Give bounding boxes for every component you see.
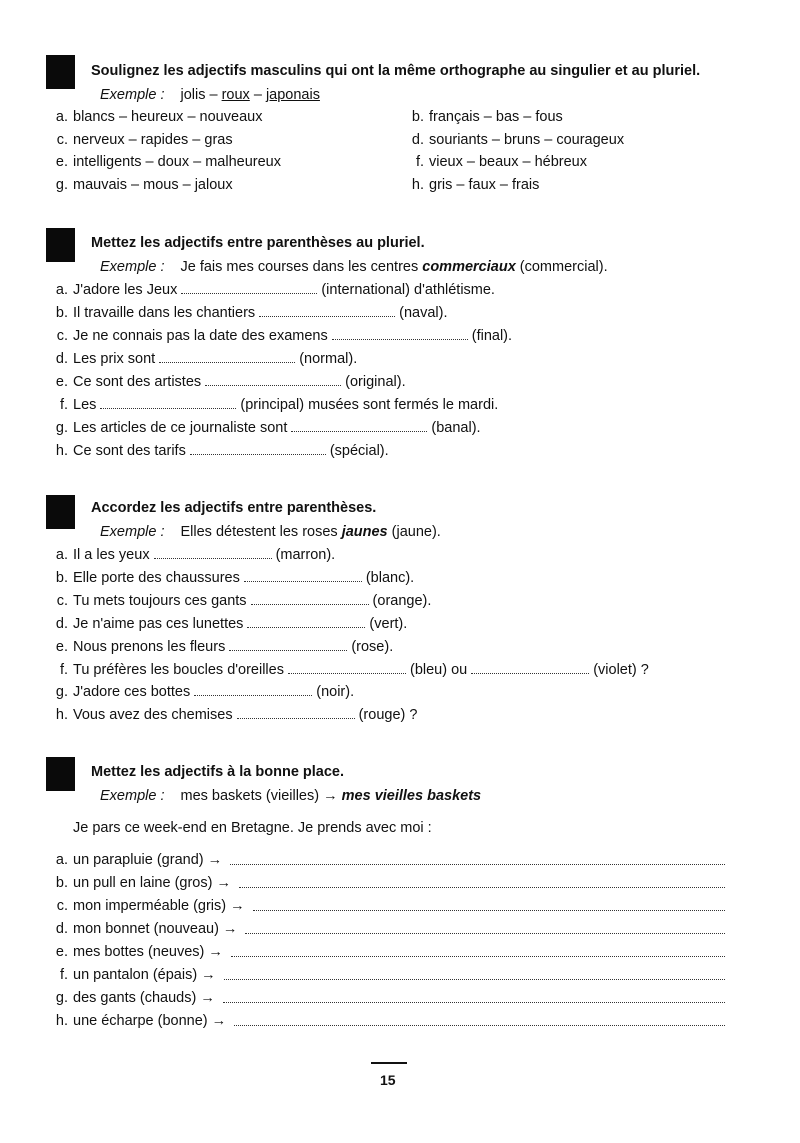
item-text: mon bonnet (nouveau) →: [73, 921, 238, 937]
item-label: h.: [55, 707, 68, 724]
answer-blank[interactable]: [190, 444, 326, 455]
list-item: [48, 944, 223, 960]
exercise-marker-4: [46, 757, 75, 791]
item-text: mon imperméable (gris) →: [73, 898, 245, 914]
answer-line[interactable]: [245, 932, 725, 934]
exercise-4-heading: Mettez les adjectifs à la bonne place.: [91, 764, 345, 780]
item-text: un parapluie (grand) →: [73, 852, 223, 868]
item-text: mes bottes (neuves) →: [73, 944, 223, 960]
example-label: Exemple :: [100, 259, 165, 275]
example-label: Exemple :: [100, 87, 165, 103]
item-text[interactable]: nerveux – rapides – gras: [73, 132, 233, 148]
item-text: J'adore les Jeux: [73, 282, 178, 298]
exercise-3-heading: Accordez les adjectifs entre parenthèses.: [91, 500, 377, 516]
list-item: [48, 305, 448, 321]
item-label: b.: [55, 875, 68, 891]
item-label: a.: [55, 109, 68, 125]
item-label: e.: [55, 638, 68, 655]
item-text: Les articles de ce journaliste sont: [73, 420, 288, 436]
item-text: Ce sont des artistes: [73, 374, 202, 390]
list-item: [48, 707, 417, 723]
list-item[interactable]: [404, 132, 624, 148]
item-text: (normal).: [299, 351, 358, 367]
item-text[interactable]: mauvais – mous – jaloux: [73, 177, 233, 193]
answer-blank[interactable]: [332, 329, 468, 340]
list-item: [48, 921, 237, 937]
list-item: [48, 684, 354, 700]
item-label: g.: [55, 420, 68, 436]
item-label: d.: [55, 921, 68, 937]
example-label: Exemple :: [100, 524, 165, 540]
example-text: jolis –: [180, 87, 222, 103]
list-item: [48, 351, 357, 367]
item-text: Nous prenons les fleurs: [73, 638, 226, 655]
item-text[interactable]: vieux – beaux – hébreux: [429, 154, 587, 170]
list-item: [48, 662, 649, 678]
item-text: J'adore ces bottes: [73, 684, 191, 701]
list-item: [48, 328, 512, 344]
page-number-rule: [371, 1062, 407, 1064]
item-label: b.: [411, 109, 424, 125]
item-label: f.: [59, 397, 68, 413]
exercise-1-heading: Soulignez les adjectifs masculins qui ont la même orthographe au singulier et au pluriel.: [91, 63, 701, 79]
item-text: Il a les yeux: [73, 547, 150, 563]
item-text: (banal).: [431, 420, 481, 436]
answer-blank[interactable]: [159, 352, 295, 363]
item-text: des gants (chauds) →: [73, 990, 215, 1006]
item-label: c.: [56, 592, 68, 609]
list-item[interactable]: [48, 154, 281, 170]
list-item: [48, 875, 231, 891]
answer-blank[interactable]: [229, 640, 347, 651]
example-underlined: roux: [221, 87, 250, 103]
list-item: [48, 1013, 226, 1029]
answer-blank[interactable]: [237, 708, 355, 719]
answer-line[interactable]: [231, 955, 725, 957]
item-label: d.: [411, 132, 424, 148]
item-text: Les: [73, 397, 97, 413]
item-label: e.: [55, 944, 68, 960]
item-label: d.: [55, 351, 68, 367]
list-item: [48, 570, 414, 586]
example-answer: commerciaux: [422, 259, 516, 275]
example-text: (commercial).: [515, 259, 608, 275]
exercise-3-example: [100, 524, 441, 540]
item-text: (orange).: [372, 592, 432, 609]
example-answer: jaunes: [341, 524, 388, 540]
example-text: Elles détestent les roses: [180, 524, 342, 540]
item-text: un pull en laine (gros) →: [73, 875, 231, 891]
item-text: (marron).: [275, 547, 336, 563]
example-label: Exemple :: [100, 788, 165, 804]
item-label: a.: [55, 852, 68, 868]
item-text: Tu préfères les boucles d'oreilles: [73, 661, 284, 678]
item-label: g.: [55, 990, 68, 1006]
item-label: f.: [59, 967, 68, 983]
item-label: e.: [55, 154, 68, 170]
item-label: b.: [55, 305, 68, 321]
item-text: Je ne connais pas la date des examens: [73, 328, 328, 344]
answer-blank[interactable]: [181, 283, 317, 294]
item-text[interactable]: français – bas – fous: [429, 109, 563, 125]
answer-line[interactable]: [223, 1001, 725, 1003]
item-text: Je n'aime pas ces lunettes: [73, 615, 244, 632]
example-text: (jaune).: [387, 524, 441, 540]
exercise-marker-1: [46, 55, 75, 89]
list-item: [48, 547, 335, 563]
item-text: (international) d'athlétisme.: [321, 282, 495, 298]
item-text: Tu mets toujours ces gants: [73, 592, 247, 609]
answer-blank[interactable]: [154, 548, 272, 559]
answer-line[interactable]: [234, 1024, 725, 1026]
list-item: [48, 967, 216, 983]
answer-line[interactable]: [253, 909, 725, 911]
item-text: Les prix sont: [73, 351, 156, 367]
list-item: [48, 593, 431, 609]
answer-blank[interactable]: [288, 663, 406, 674]
exercise-1-example: [100, 87, 320, 103]
list-item: [48, 990, 215, 1006]
list-item[interactable]: [404, 177, 539, 193]
example-text: mes baskets (vieilles) →: [180, 788, 342, 804]
item-label: c.: [56, 132, 68, 148]
item-text[interactable]: blancs – heureux – nouveaux: [73, 109, 263, 125]
exercise-4-example: [100, 788, 481, 804]
answer-blank[interactable]: [291, 421, 427, 432]
item-label: c.: [56, 898, 68, 914]
example-text: Je fais mes courses dans les centres: [180, 259, 423, 275]
list-item: [48, 852, 222, 868]
answer-line[interactable]: [230, 863, 725, 865]
answer-blank[interactable]: [244, 571, 362, 582]
item-text: (original).: [345, 374, 406, 390]
exercise-marker-3: [46, 495, 75, 529]
item-text: (bleu) ou: [409, 661, 468, 678]
list-item[interactable]: [404, 154, 587, 170]
item-label: c.: [56, 328, 68, 344]
list-item: [48, 616, 407, 632]
item-label: g.: [55, 684, 68, 701]
item-text: (final).: [471, 328, 513, 344]
item-text: (spécial).: [329, 443, 389, 459]
item-label: f.: [415, 154, 424, 170]
answer-blank[interactable]: [251, 594, 369, 605]
list-item: [48, 443, 389, 459]
item-text: (violet) ?: [593, 661, 649, 678]
answer-line[interactable]: [224, 978, 725, 980]
item-label: a.: [55, 282, 68, 298]
page-number: 15: [380, 1072, 396, 1088]
list-item: [48, 898, 245, 914]
answer-blank[interactable]: [471, 663, 589, 674]
answer-line[interactable]: [239, 886, 725, 888]
example-sep: –: [249, 87, 266, 103]
list-item: [48, 397, 498, 413]
example-underlined: japonais: [265, 87, 320, 103]
list-item[interactable]: [404, 109, 563, 125]
list-item: [48, 282, 495, 298]
item-label: h.: [55, 443, 68, 459]
list-item: [48, 374, 406, 390]
item-label: h.: [55, 1013, 68, 1029]
answer-blank[interactable]: [194, 685, 312, 696]
item-text: (naval).: [399, 305, 448, 321]
item-text: Vous avez des chemises: [73, 707, 233, 724]
list-item: [48, 639, 393, 655]
list-item[interactable]: [48, 177, 233, 193]
exercise-2-example: [100, 259, 608, 275]
exercise-2-heading: Mettez les adjectifs entre parenthèses au pluriel.: [91, 235, 425, 251]
item-text: Il travaille dans les chantiers: [73, 305, 256, 321]
item-label: d.: [55, 615, 68, 632]
list-item[interactable]: [48, 109, 262, 125]
item-text[interactable]: intelligents – doux – malheureux: [73, 154, 281, 170]
example-answer: mes vieilles baskets: [341, 788, 482, 804]
item-label: f.: [59, 661, 68, 678]
item-label: e.: [55, 374, 68, 390]
item-label: a.: [55, 547, 68, 563]
item-text: (blanc).: [365, 569, 415, 586]
item-text[interactable]: gris – faux – frais: [429, 177, 540, 193]
item-text: une écharpe (bonne) →: [73, 1013, 227, 1029]
item-label: h.: [411, 177, 424, 193]
item-text: (noir).: [316, 684, 355, 701]
answer-blank[interactable]: [259, 306, 395, 317]
answer-blank[interactable]: [205, 375, 341, 386]
item-text: (principal) musées sont fermés le mardi.: [240, 397, 499, 413]
list-item: [48, 420, 481, 436]
exercise-4-intro: Je pars ce week-end en Bretagne. Je prends avec moi :: [73, 820, 432, 836]
item-text: Ce sont des tarifs: [73, 443, 186, 459]
item-text: un pantalon (épais) →: [73, 967, 216, 983]
item-label: g.: [55, 177, 68, 193]
item-text: (vert).: [369, 615, 408, 632]
item-text: (rouge) ?: [358, 707, 418, 724]
list-item[interactable]: [48, 132, 233, 148]
item-text: Elle porte des chaussures: [73, 569, 240, 586]
answer-blank[interactable]: [247, 617, 365, 628]
item-label: b.: [55, 569, 68, 586]
exercise-marker-2: [46, 228, 75, 262]
answer-blank[interactable]: [100, 398, 236, 409]
item-text: (rose).: [351, 638, 394, 655]
item-text[interactable]: souriants – bruns – courageux: [429, 132, 625, 148]
